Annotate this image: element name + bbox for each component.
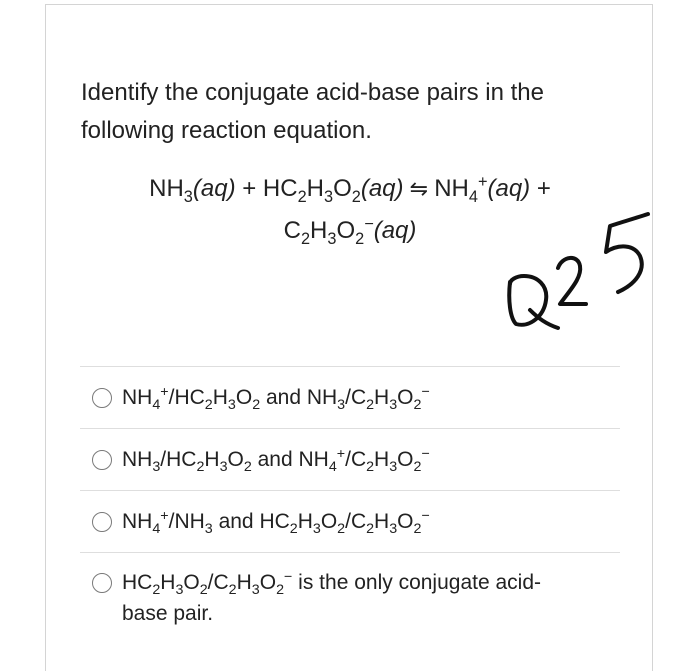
radio-button[interactable] [92, 573, 112, 593]
option-3-label: $NH_4^+/NH_3$ and $HC_2H_3O_2/C_2H_3O_2^-$ [122, 508, 430, 538]
option-1-label: $NH_4^+/HC_2H_3O_2$ and $NH_3/C_2H_3O_2^-$ [122, 384, 430, 414]
plus-sign: + [235, 175, 263, 202]
product-ammonium: $NH_4^+(aq)$ [434, 173, 531, 206]
equilibrium-arrow-icon: ⇋ [403, 176, 435, 201]
radio-button[interactable] [92, 512, 112, 532]
handwritten-q25-annotation [500, 200, 670, 340]
plus-sign: + [530, 175, 551, 202]
option-1[interactable] [80, 366, 620, 428]
product-acetate: $C_2H_3O_2^-(aq)$ [283, 215, 417, 248]
answer-options [80, 366, 620, 642]
option-4-label: $HC_2H_3O_2/C_2H_3O_2^-$ is the only conjugate acid- base pair. [122, 569, 541, 625]
question-text [81, 74, 621, 150]
radio-button[interactable] [92, 388, 112, 408]
option-4[interactable] [80, 552, 620, 642]
option-2[interactable] [80, 428, 620, 490]
question-line-2: following reaction equation. [81, 117, 372, 144]
question-line-1: Identify the conjugate acid-base pairs in the [81, 79, 544, 106]
reactant-ammonia: $NH_3(aq)$ [149, 175, 236, 206]
option-2-label: $NH_3/HC_2H_3O_2$ and $NH_4^+/C_2H_3O_2^-$ [122, 446, 430, 476]
radio-button[interactable] [92, 450, 112, 470]
option-3[interactable] [80, 490, 620, 552]
reactant-acetic-acid: $HC_2H_3O_2(aq)$ [262, 175, 404, 206]
